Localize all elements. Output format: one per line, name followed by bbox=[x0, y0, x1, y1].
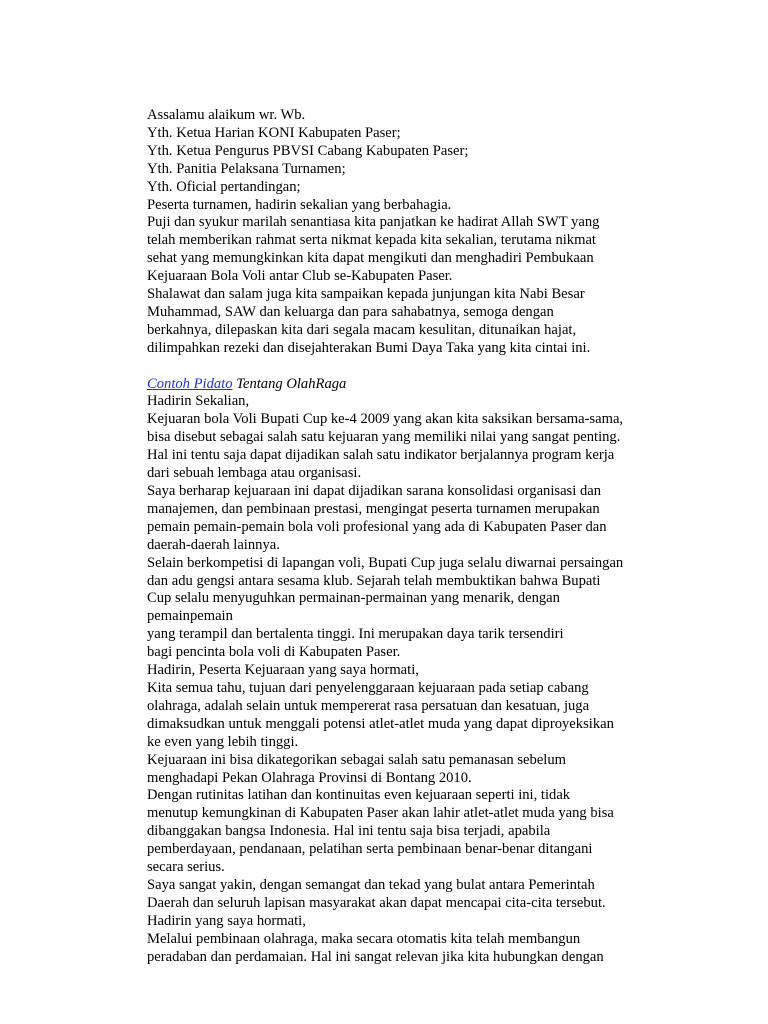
text-line: Yth. Ketua Pengurus PBVSI Cabang Kabupaten Paser; bbox=[147, 142, 469, 159]
text-line: peradaban dan perdamaian. Hal ini sangat relevan jika kita hubungkan dengan bbox=[147, 948, 604, 965]
text-line: Peserta turnamen, hadirin sekalian yang berbahagia. bbox=[147, 196, 452, 213]
text-line: Shalawat dan salam juga kita sampaikan kepada junjungan kita Nabi Besar bbox=[147, 286, 585, 303]
text-line: pemainpemain bbox=[147, 608, 233, 625]
document-page bbox=[147, 107, 737, 966]
text-line: dilimpahkan rezeki dan disejahterakan Bumi Daya Taka yang kita cintai ini. bbox=[147, 339, 591, 356]
text-line: Kejuaraan Bola Voli antar Club se-Kabupaten Paser. bbox=[147, 268, 453, 285]
text-line: secara serius. bbox=[147, 859, 225, 876]
text-line: Selain berkompetisi di lapangan voli, Bupati Cup juga selalu diwarnai persaingan bbox=[147, 554, 624, 571]
text-line: daerah-daerah lainnya. bbox=[147, 536, 280, 553]
heading-text: Tentang OlahRaga bbox=[232, 375, 347, 392]
text-line: pemain pemain-pemain bola voli profesional yang ada di Kabupaten Paser dan bbox=[147, 518, 607, 535]
text-line: Yth. Panitia Pelaksana Turnamen; bbox=[147, 160, 346, 177]
section-heading bbox=[147, 376, 737, 394]
text-line: manajemen, dan pembinaan prestasi, mengingat peserta turnamen merupakan bbox=[147, 500, 600, 517]
text-line: Saya berharap kejuaraan ini dapat dijadikan sarana konsolidasi organisasi dan bbox=[147, 483, 602, 500]
text-line: Yth. Oficial pertandingan; bbox=[147, 178, 301, 195]
paragraph-gap bbox=[147, 358, 737, 376]
text-line: Hal ini tentu saja dapat dijadikan salah satu indikator berjalannya program kerja bbox=[147, 447, 615, 464]
text-line: Assalamu alaikum wr. Wb. bbox=[147, 107, 306, 123]
text-line: menutup kemungkinan di Kabupaten Paser akan lahir atlet-atlet muda yang bisa bbox=[147, 805, 614, 822]
text-line: pemberdayaan, pendanaan, pelatihan serta pembinaan benar-benar ditangani bbox=[147, 841, 593, 858]
text-line: Muhammad, SAW dan keluarga dan para sahabatnya, semoga dengan bbox=[147, 303, 554, 320]
text-line: Saya sangat yakin, dengan semangat dan tekad yang bulat antara Pemerintah bbox=[147, 876, 595, 893]
text-line: Puji dan syukur marilah senantiasa kita panjatkan ke hadirat Allah SWT yang bbox=[147, 214, 600, 231]
text-line: Melalui pembinaan olahraga, maka secara otomatis kita telah membangun bbox=[147, 930, 581, 947]
text-line: dibanggakan bangsa Indonesia. Hal ini tentu saja bisa terjadi, apabila bbox=[147, 823, 551, 840]
text-line: Kita semua tahu, tujuan dari penyelenggaraan kejuaraan pada setiap cabang bbox=[147, 679, 589, 696]
text-line: dan adu gengsi antara sesama klub. Sejarah telah membuktikan bahwa Bupati bbox=[147, 572, 601, 589]
text-line: dimaksudkan untuk menggali potensi atlet-atlet muda yang dapat diproyeksikan bbox=[147, 715, 614, 732]
text-line: Daerah dan seluruh lapisan masyarakat akan dapat mencapai cita-cita tersebut. bbox=[147, 894, 606, 911]
text-line: Hadirin yang saya hormati, bbox=[147, 912, 306, 929]
text-line: berkahnya, dilepaskan kita dari segala macam kesulitan, ditunaikan hajat, bbox=[147, 321, 577, 338]
text-line: ke even yang lebih tinggi. bbox=[147, 733, 299, 750]
text-line: menghadapi Pekan Olahraga Provinsi di Bontang 2010. bbox=[147, 769, 472, 786]
text-line: Hadirin Sekalian, bbox=[147, 393, 250, 410]
text-line: Kejuaran bola Voli Bupati Cup ke-4 2009 yang akan kita saksikan bersama-sama, bbox=[147, 411, 624, 428]
text-line: yang terampil dan bertalenta tinggi. Ini merupakan daya tarik tersendiri bbox=[147, 626, 564, 643]
body-section bbox=[147, 393, 737, 966]
text-line: olahraga, adalah selain untuk mempererat rasa persatuan dan kesatuan, juga bbox=[147, 697, 590, 714]
heading-link[interactable]: Contoh Pidato bbox=[147, 375, 233, 392]
text-line: Dengan rutinitas latihan dan kontinuitas even kejuaraan seperti ini, tidak bbox=[147, 787, 571, 804]
text-line: Cup selalu menyuguhkan permainan-permainan yang menarik, dengan bbox=[147, 590, 560, 607]
text-line: Kejuaraan ini bisa dikategorikan sebagai salah satu pemanasan sebelum bbox=[147, 751, 567, 768]
text-line: sehat yang memungkinkan kita dapat mengikuti dan menghadiri Pembukaan bbox=[147, 250, 594, 267]
text-line: bagi pencinta bola voli di Kabupaten Paser. bbox=[147, 644, 401, 661]
text-line: telah memberikan rahmat serta nikmat kepada kita sekalian, terutama nikmat bbox=[147, 232, 596, 249]
text-line: bisa disebut sebagai salah satu kejuaran yang memiliki nilai yang sangat penting. bbox=[147, 429, 621, 446]
text-line: Hadirin, Peserta Kejuaraan yang saya hormati, bbox=[147, 662, 419, 679]
text-line: Yth. Ketua Harian KONI Kabupaten Paser; bbox=[147, 124, 401, 141]
text-line: dari sebuah lembaga atau organisasi. bbox=[147, 465, 362, 482]
opening-section bbox=[147, 107, 737, 358]
